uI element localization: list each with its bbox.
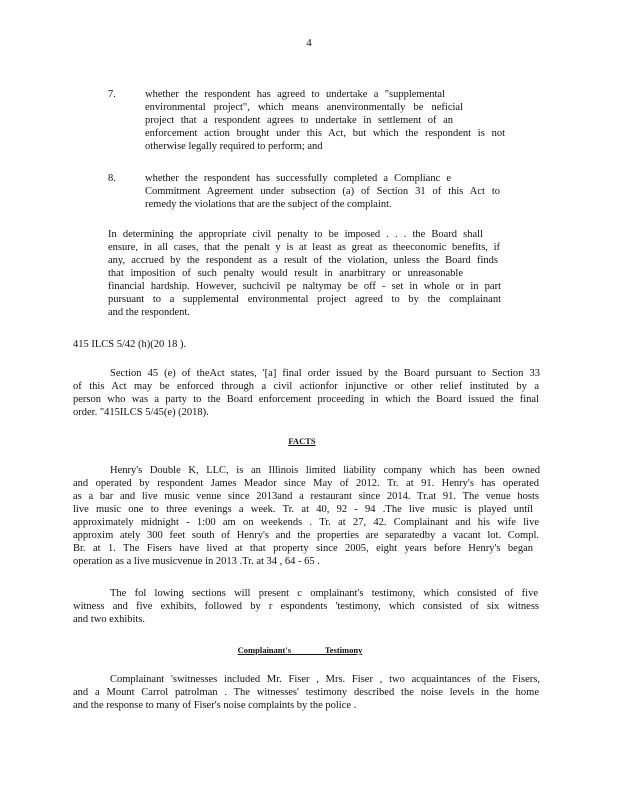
list-item-7 [145, 88, 505, 153]
facts-line: live music one to three evenings a week. Tr. at 40, 92 - 94 .The live music is played until [73, 504, 533, 515]
section-paragraph [73, 367, 540, 419]
complainant-testimony-heading: Complainant's Testimony [237, 645, 363, 655]
list-item-8-line: Commitment Agreement under subsection (a) of Section 31 of this Act to [145, 186, 500, 197]
following-line: witness and five exhibits, followed by r espondents 'testimony, which consisted of six witness [73, 601, 539, 612]
page-number: 4 [306, 37, 312, 49]
list-item-8-line: whether the respondent has successfully completed a Complianc e [145, 173, 451, 184]
list-item-8 [145, 172, 500, 211]
facts-line: Br. at 1. The Fisers have lived at that property since 2005, eight years before Henry's began [73, 543, 533, 554]
list-item-7-line: enforcement action brought under this Act, but which the respondent is not [145, 128, 505, 139]
following-paragraph [73, 587, 540, 626]
facts-line: and operated by respondent James Meador since May of 2012. Tr. at 91. Henry's has operated [73, 478, 539, 489]
section-line: person who was a party to the Board enforcement proceeding in which the Board issued the final [73, 394, 539, 405]
list-item-7-line: environmental project", which means anenvironmentally be neficial [145, 102, 463, 113]
quote-line: In determining the appropriate civil penalty to be imposed . . . the Board shall [108, 229, 483, 240]
facts-heading: FACTS [288, 436, 316, 446]
quote-line: pursuant to a supplemental environmental project agreed to by the complainant [108, 294, 501, 305]
quote-paragraph [108, 228, 503, 319]
quote-line: that imposition of such penalty would result in anarbitrary or unreasonable [108, 268, 463, 279]
list-item-7-line: otherwise legally required to perform; and [145, 141, 323, 152]
section-line: Section 45 (e) of theAct states, '[a] final order issued by the Board pursuant to Section 33 [110, 368, 540, 379]
list-number-7: 7. [108, 89, 116, 100]
list-number-8: 8. [108, 173, 116, 184]
facts-line: operation as a live musicvenue in 2013 .Tr. at 34 , 64 - 65 . [73, 556, 320, 567]
facts-line: approximately midnight - 1:00 am on weekends . Tr. at 27, 42. Complainant and his wife live [73, 517, 539, 528]
complainant-line: and a Mount Carrol patrolman . The witnesses' testimony described the noise levels in the home [73, 687, 539, 698]
statute-citation: 415 ILCS 5/42 (h)(20 18 ). [73, 339, 187, 350]
quote-line: and the respondent. [108, 307, 190, 318]
quote-line: ensure, in all cases, that the penalt y is at least as great as theeconomic benefits, if [108, 242, 500, 253]
list-item-7-line: project that a respondent agrees to undertake in settlement of an [145, 115, 453, 126]
complainant-line: and the response to many of Fiser's noise complaints by the police . [73, 700, 357, 711]
section-line: of this Act may be enforced through a civil actionfor injunctive or other relief instituted by a [73, 381, 539, 392]
list-item-7-line: whether the respondent has agreed to undertake a "supplemental [145, 89, 445, 100]
facts-line: Henry's Double K, LLC, is an Illinois limited liability company which has been owned [110, 465, 540, 476]
following-line: The fol lowing sections will present c omplainant's testimony, which consisted of five [110, 588, 538, 599]
section-line: order. "415ILCS 5/45(e) (2018). [73, 407, 209, 418]
facts-line: approxim ately 300 feet south of Henry's and the properties are separatedby a vacant lot. Compl. [73, 530, 539, 541]
following-line: and two exhibits. [73, 614, 146, 625]
quote-line: any, accrued by the respondent as a result of the violation, unless the Board finds [108, 255, 498, 266]
quote-line: financial hardship. However, suchcivil pe naltymay be off - set in whole or in part [108, 281, 501, 292]
facts-paragraph [73, 464, 540, 568]
complainant-line: Complainant 'switnesses included Mr. Fiser , Mrs. Fiser , two acquaintances of the Fisers, [110, 674, 540, 685]
facts-line: as a bar and live music venue since 2013and a restaurant since 2014. Tr.at 91. The venue hosts [73, 491, 539, 502]
complainant-paragraph [73, 673, 540, 712]
list-item-8-line: remedy the violations that are the subject of the complaint. [145, 199, 392, 210]
